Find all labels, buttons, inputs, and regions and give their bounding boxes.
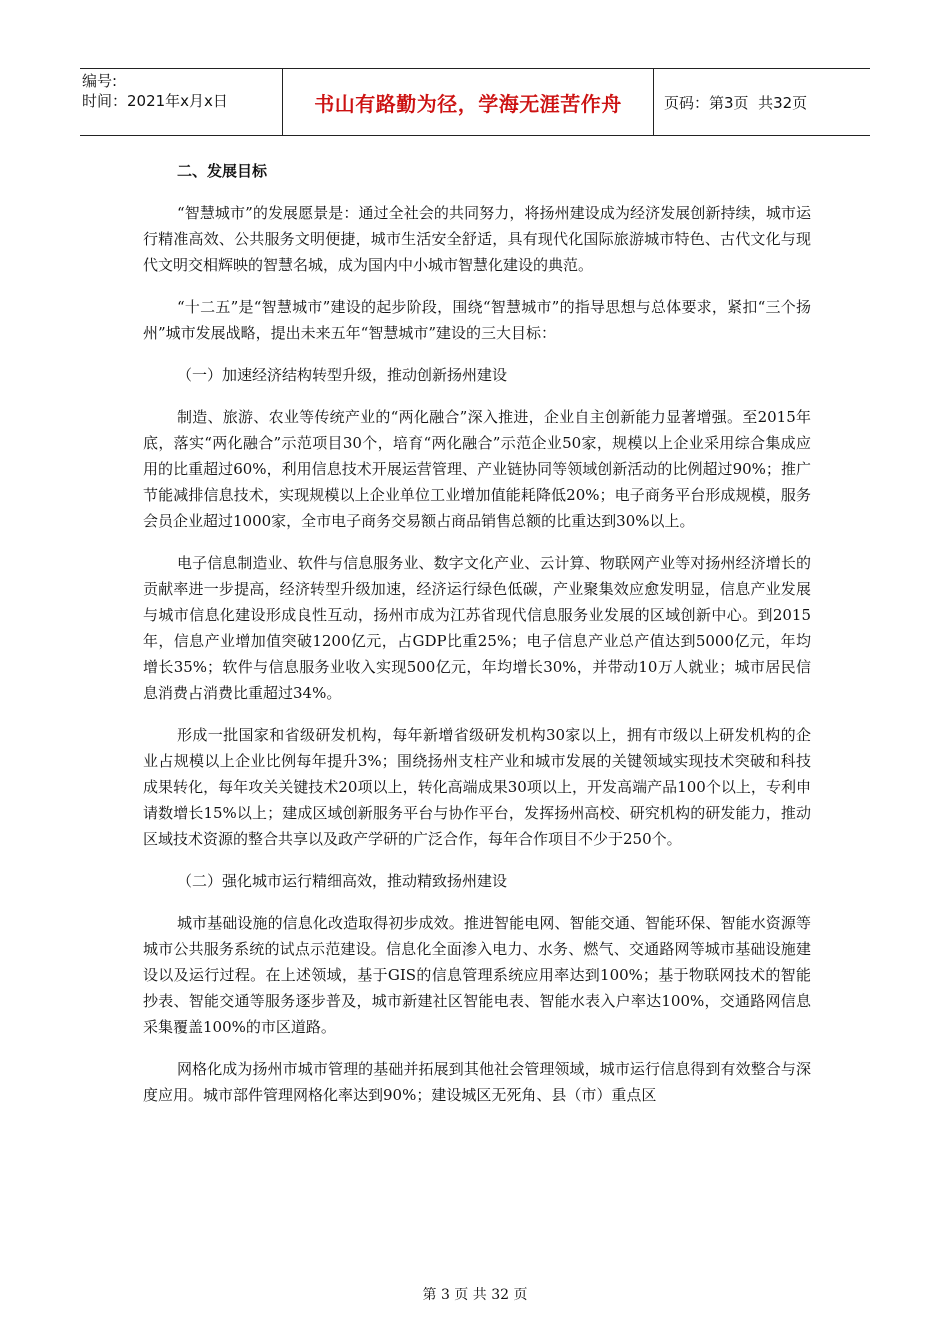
section-title: 二、发展目标	[177, 162, 268, 180]
paragraph-grid-management: 网格化成为扬州市城市管理的基础并拓展到其他社会管理领域，城市运行信息得到有效整合与深度应用。城市部件管理网格化率达到90%；建设城区无死角、县（市）重点区	[143, 1060, 811, 1104]
header-meta-cell	[80, 69, 282, 135]
paragraph-infrastructure: 城市基础设施的信息化改造取得初步成效。推进智能电网、智能交通、智能环保、智能水资源等城市公共服务系统的试点示范建设。信息化全面渗入电力、水务、燃气、交通路网等城市基础设施建设以及运行过程。在上述领域，基于GIS的信息管理系统应用率达到100%；基于物联网技术的智能抄表、智能交通等服务逐步普及，城市新建社区智能电表、智能水表入户率达100%，交通路网信息采集覆盖100%的市区道路。	[143, 914, 811, 1036]
header-motto: 书山有路勤为径，学海无涯苦作舟	[282, 69, 654, 135]
paragraph-vision: “智慧城市”的发展愿景是：通过全社会的共同努力，将扬州建设成为经济发展创新持续，城市运行精准高效、公共服务文明便捷，城市生活安全舒适，具有现代化国际旅游城市特色、古代文化与现代文明交相辉映的智慧名城，成为国内中小城市智慧化建设的典范。	[143, 204, 811, 274]
paragraph-goals-intro: “十二五”是“智慧城市”建设的起步阶段，围绕“智慧城市”的指导思想与总体要求，紧扣“三个扬州”城市发展战略，提出未来五年“智慧城市”建设的三大目标：	[143, 298, 811, 342]
subheading-innovation: （一）加速经济结构转型升级，推动创新扬州建设	[177, 366, 508, 384]
document-body	[143, 158, 811, 1124]
paragraph-traditional-industry: 制造、旅游、农业等传统产业的“两化融合”深入推进，企业自主创新能力显著增强。至2015年底，落实“两化融合”示范项目30个，培育“两化融合”示范企业50家，规模以上企业采用综合集成应用的比重超过60%，利用信息技术开展运营管理、产业链协同等领域创新活动的比例超过90%；推广节能减排信息技术，实现规模以上企业单位工业增加值能耗降低20%；电子商务平台形成规模，服务会员企业超过1000家，全市电子商务交易额占商品销售总额的比重达到30%以上。	[143, 408, 811, 530]
paragraph-info-industry: 电子信息制造业、软件与信息服务业、数字文化产业、云计算、物联网产业等对扬州经济增长的贡献率进一步提高，经济转型升级加速，经济运行绿色低碳，产业聚集效应愈发明显，信息产业发展与城市信息化建设形成良性互动，扬州市成为江苏省现代信息服务业发展的区域创新中心。到2015年，信息产业增加值突破1200亿元，占GDP比重25%；电子信息产业总产值达到5000亿元，年均增长35%；软件与信息服务业收入实现500亿元，年均增长30%，并带动10万人就业；城市居民信息消费占消费比重超过34%。	[143, 554, 811, 702]
header-time-label: 时间：2021年x月x日	[82, 92, 228, 110]
document-header	[80, 68, 870, 136]
subheading-city-operation: （二）强化城市运行精细高效，推动精致扬州建设	[177, 872, 508, 890]
header-page-cell	[654, 69, 870, 135]
header-number-label: 编号:	[82, 72, 118, 90]
header-page-info: 页码：第3页 共32页	[664, 93, 808, 112]
paragraph-research: 形成一批国家和省级研发机构，每年新增省级研发机构30家以上，拥有市级以上研发机构的企业占规模以上企业比例每年提升3%；围绕扬州支柱产业和城市发展的关键领域实现技术突破和科技成果转化，每年攻关关键技术20项以上，转化高端成果30项以上，开发高端产品100个以上，专利申请数增长15%以上；建成区域创新服务平台与协作平台，发挥扬州高校、研究机构的研发能力，推动区域技术资源的整合共享以及政产学研的广泛合作，每年合作项目不少于250个。	[143, 726, 811, 848]
page-footer: 第 3 页 共 32 页	[422, 1287, 528, 1303]
